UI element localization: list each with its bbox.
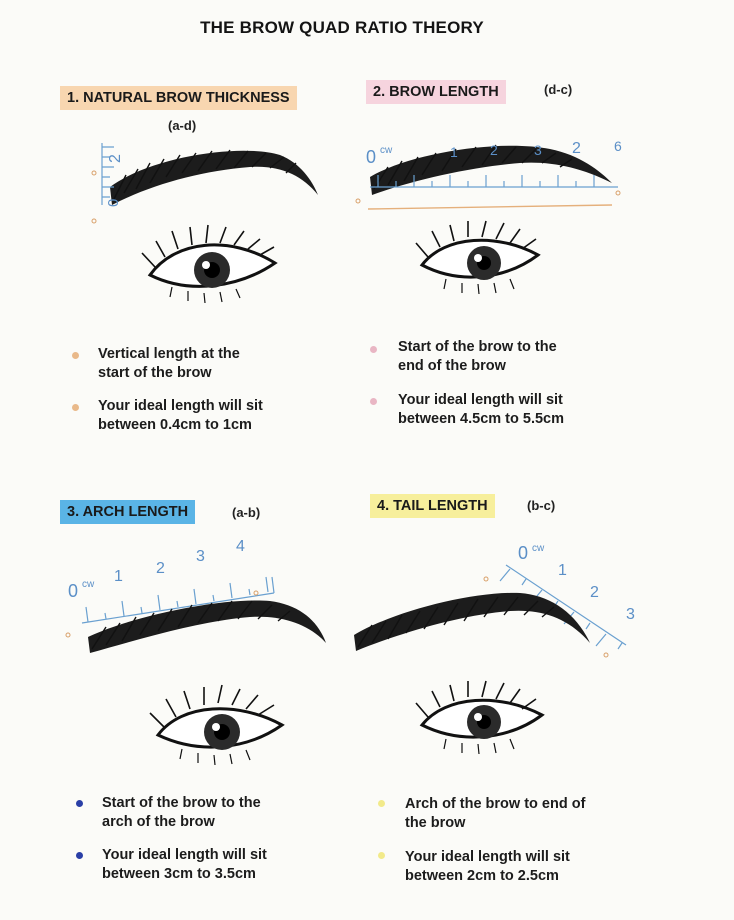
bullet-dot [378,800,385,807]
section-3-illustration [60,535,350,785]
ruler-mark-4: 4 [236,538,245,555]
ruler-unit: cw [380,145,393,156]
section-1-bullet-2: Your ideal length will sit between 0.4cm to 1cm [98,398,263,433]
section-3-label: 3. ARCH LENGTH [60,500,195,524]
section-4-illustration [350,535,650,775]
section-3-code: (a-b) [232,505,261,520]
ruler-mark-0: 0 [518,543,529,563]
section-4-label: 4. TAIL LENGTH [370,494,495,518]
section-1-code: (a-d) [168,118,197,133]
section-2-illustration [350,135,640,315]
ruler-mark-1: 1 [558,562,567,579]
ruler-mark-1: 1 [114,568,123,585]
section-4-bullet-2: Your ideal length will sit between 2cm to 2.5cm [405,849,570,884]
section-1-label: 1. NATURAL BROW THICKNESS [60,86,297,110]
ruler-mark-1: 1 [450,144,458,160]
ruler-mark-2: 2 [590,584,599,601]
section-1-bullet-1: Vertical length at the start of the brow [98,346,240,381]
ruler-mark-3: 3 [196,548,205,565]
ruler-unit: cw [532,543,545,554]
ruler-mark-5: 6 [614,138,622,154]
page-title: THE BROW QUAD RATIO THEORY [200,18,484,37]
ruler-mark-0: 0 [68,581,79,601]
eye-drawing [416,681,542,754]
section-4-code: (b-c) [527,498,556,513]
ruler-mark-3: 3 [626,606,635,623]
ruler-mark-2: 2 [107,154,124,163]
ruler-mark-3: 3 [534,142,542,158]
section-3-bullet-2: Your ideal length will sit between 3cm to 3.5cm [102,847,267,882]
bullet-dot [72,352,79,359]
section-4-bullet-1: Arch of the brow to end of the brow [405,796,586,831]
bullet-dot [76,800,83,807]
ruler-unit: cw [82,579,95,590]
ruler-mark-0: 0 [105,198,122,207]
ruler-mark-2: 2 [156,560,165,577]
bullet-dot [378,852,385,859]
section-3-bullet-1: Start of the brow to the arch of the brow [102,795,261,830]
ruler-mark-0: 0 [366,147,377,167]
eyebrow-drawing [354,593,590,651]
section-2-code: (d-c) [544,82,573,97]
eyebrow-drawing [88,600,326,653]
bullet-dot [370,398,377,405]
section-2-label: 2. BROW LENGTH [366,80,506,104]
measure-line [368,205,612,209]
ruler-mark-2: 2 [490,142,498,158]
bullet-dot [370,346,377,353]
bullet-dot [72,404,79,411]
eye-drawing [416,221,538,294]
eye-drawing [150,685,282,765]
bullet-dot [76,852,83,859]
eye-drawing [142,225,275,303]
section-2-bullet-2: Your ideal length will sit between 4.5cm to 5.5cm [398,392,565,427]
section-1-illustration [80,135,350,315]
ruler-mark-4: 2 [572,140,581,157]
eyebrow-drawing [110,150,318,205]
section-2-bullet-1: Start of the brow to the end of the brow [398,339,557,374]
